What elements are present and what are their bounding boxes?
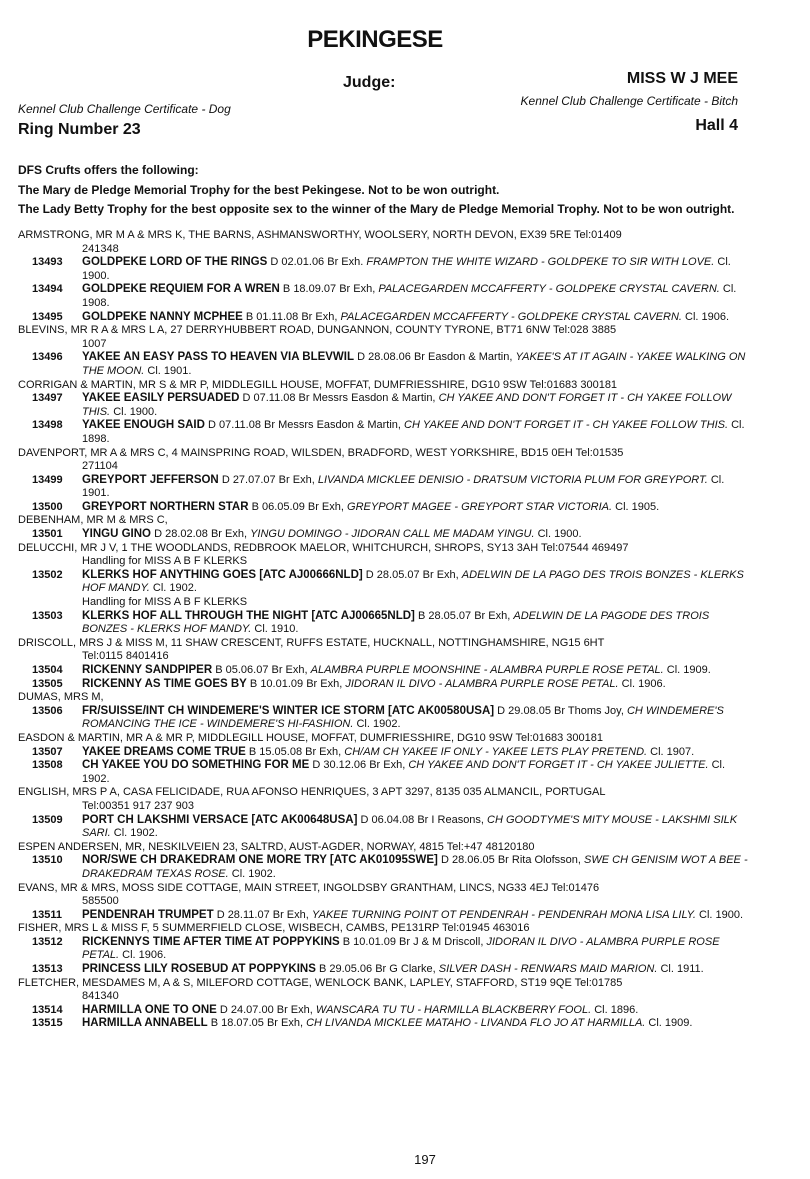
dog-entry [18, 746, 748, 760]
dog-details: B 05.06.07 Br Exh, [215, 664, 308, 676]
entry-number: 13497 [32, 392, 63, 405]
class-number: Cl. 1906. [621, 677, 666, 690]
dog-entry [18, 936, 748, 963]
dog-details: B 01.11.08 Br Exh, [245, 310, 338, 323]
class-number: Cl. 1902. [82, 759, 726, 785]
dog-pedigree: CH YAKEE AND DON'T FORGET IT - CH YAKEE FOLLOW THIS. [82, 392, 732, 418]
owner-address-cont: Tel:0115 8401416 [82, 650, 169, 663]
dog-details: D 28.08.06 Br Easdon & Martin, [357, 351, 513, 364]
dog-name: YAKEE AN EASY PASS TO HEAVEN VIA BLEVWIL [82, 351, 355, 364]
class-number: Cl. 1911. [660, 963, 704, 976]
owner-address-cont: Tel:00351 917 237 903 [82, 799, 194, 812]
dog-name: HARMILLA ANNABELL [82, 1017, 208, 1030]
dog-details: D 02.01.06 Br Exh. [270, 256, 364, 269]
dog-entry [18, 528, 748, 542]
owner-address: DELUCCHI, MR J V, 1 THE WOODLANDS, REDBROOK MAELOR, WHITCHURCH, SHROPS, SY13 3AH Tel:07544 469497 [18, 541, 629, 554]
class-number: Cl. 1907. [650, 745, 695, 758]
dog-name: NOR/SWE CH DRAKEDRAM ONE MORE TRY [ATC AK01095SWE] [82, 854, 438, 867]
dog-details: B 10.01.09 Br J & M Driscoll, [342, 935, 484, 948]
owner-address: EASDON & MARTIN, MR A & MR P, MIDDLEGILL HOUSE, MOFFAT, DUMFRIESSHIRE, DG10 9SW Tel:01683 300181 [18, 731, 604, 744]
class-number: Cl. 1901. [82, 473, 725, 500]
owner-address: DEBENHAM, MR M & MRS C, [18, 514, 168, 527]
dog-pedigree: CH LIVANDA MICKLEE MATAHO - LIVANDA FLO JO AT HARMILLA. [306, 1017, 646, 1030]
dog-entry [18, 963, 748, 977]
dog-entry [18, 1017, 748, 1031]
dog-pedigree: CH YAKEE AND DON'T FORGET IT - CH YAKEE JULIETTE. [408, 759, 709, 772]
class-number: Cl. 1900. [699, 908, 744, 921]
dog-name: GOLDPEKE LORD OF THE RINGS [82, 256, 268, 269]
entry-number: 13496 [32, 351, 63, 364]
dog-pedigree: YAKEE TURNING POINT OT PENDENRAH - PENDENRAH MONA LISA LILY. [311, 908, 696, 921]
class-number: Cl. 1905. [615, 500, 660, 513]
entry-number: 13504 [32, 664, 63, 676]
class-number: Cl. 1900. [82, 256, 731, 282]
dog-details: B 06.05.09 Br Exh, [251, 500, 344, 513]
dog-details: D 30.12.06 Br Exh, [312, 759, 406, 772]
dog-entry [18, 569, 748, 596]
owner-address: DAVENPORT, MR A & MRS C, 4 MAINSPRING ROAD, WILSDEN, BRADFORD, WEST YORKSHIRE, BD15 0EH Tel:01535 [18, 446, 624, 459]
dog-details: B 10.01.09 Br Exh, [249, 677, 343, 690]
dog-pedigree: JIDORAN IL DIVO - ALAMBRA PURPLE ROSE PETAL. [82, 935, 720, 962]
dog-pedigree: SILVER DASH - RENWARS MAID MARION. [438, 963, 658, 976]
class-number: Cl. 1902. [356, 718, 401, 731]
dog-entry [18, 610, 748, 637]
class-number: Cl. 1896. [594, 1003, 639, 1016]
dog-name: YINGU GINO [82, 528, 152, 541]
dog-name: YAKEE DREAMS COME TRUE [82, 745, 246, 758]
dog-name: RICKENNY SANDPIPER [82, 664, 213, 676]
trophy-intro [18, 161, 748, 220]
owner-address-cont: 241348 [82, 242, 119, 255]
owner-address: DRISCOLL, MRS J & MISS M, 11 SHAW CRESCENT, RUFFS ESTATE, HUCKNALL, NOTTINGHAMSHIRE, NG15 6HT [18, 636, 605, 649]
class-number: Cl. 1906. [122, 949, 167, 962]
dog-name: KLERKS HOF ANYTHING GOES [ATC AJ00666NLD] [82, 568, 363, 581]
class-number: Cl. 1906. [685, 310, 730, 323]
dog-name: HARMILLA ONE TO ONE [82, 1003, 217, 1016]
dog-details: D 07.11.08 Br Messrs Easdon & Martin, [242, 392, 436, 405]
class-number: Cl. 1910. [254, 623, 299, 636]
class-number: Cl. 1908. [82, 283, 737, 309]
handler-line: Handling for MISS A B F KLERKS [82, 596, 248, 609]
dog-details: D 28.05.07 Br Exh, [365, 568, 459, 581]
class-number: Cl. 1901. [147, 364, 192, 377]
dog-entry [18, 759, 748, 786]
entry-number: 13512 [32, 935, 63, 948]
owner-address: FLETCHER, MESDAMES M, A & S, MILEFORD COTTAGE, WENLOCK BANK, LAPLEY, STAFFORD, ST19 9QE Tel:01785 [18, 976, 623, 989]
class-number: Cl. 1900. [537, 528, 582, 541]
owner-line [18, 841, 748, 855]
dog-pedigree: ADELWIN DE LA PAGODE DES TROIS BONZES - KLERKS HOF MANDY. [82, 609, 710, 636]
dog-pedigree: CH GOODTYME'S MITY MOUSE - LAKSHMI SILK SARI. [82, 813, 738, 840]
dog-name: PENDENRAH TRUMPET [82, 908, 214, 921]
owner-line [18, 882, 748, 909]
class-number: Cl. 1909. [666, 664, 711, 676]
owner-line [18, 379, 748, 393]
dog-name: GOLDPEKE REQUIEM FOR A WREN [82, 283, 280, 296]
entry-number: 13510 [32, 854, 63, 867]
class-number: Cl. 1902. [152, 582, 197, 595]
owner-address: ENGLISH, MRS P A, CASA FELICIDADE, RUA AFONSO HENRIQUES, 3 APT 3297, 8135 035 ALMANCIL, PORTUGAL [18, 786, 606, 799]
dog-name: RICKENNYS TIME AFTER TIME AT POPPYKINS [82, 935, 340, 948]
dog-name: YAKEE EASILY PERSUADED [82, 392, 240, 405]
dog-entry [18, 1004, 748, 1018]
hall-number: Hall 4 [695, 117, 738, 134]
dog-entry [18, 256, 748, 283]
dog-name: CH YAKEE YOU DO SOMETHING FOR ME [82, 759, 310, 772]
dog-name: GREYPORT NORTHERN STAR [82, 500, 249, 513]
dog-entry [18, 664, 748, 678]
owner-address: FISHER, MRS L & MISS F, 5 SUMMERFIELD CLOSE, WISBECH, CAMBS, PE131RP Tel:01945 463016 [18, 922, 530, 935]
dog-pedigree: FRAMPTON THE WHITE WIZARD - GOLDPEKE TO SIR WITH LOVE. [366, 256, 715, 269]
dog-name: YAKEE ENOUGH SAID [82, 419, 205, 432]
entry-number: 13501 [32, 528, 63, 541]
owner-address: BLEVINS, MR R A & MRS L A, 27 DERRYHUBBERT ROAD, DUNGANNON, COUNTY TYRONE, BT71 6NW Tel:028 3885 [18, 324, 617, 337]
dog-pedigree: CH YAKEE AND DON'T FORGET IT - CH YAKEE FOLLOW THIS. [404, 419, 729, 432]
owner-address-cont: 841340 [82, 990, 119, 1003]
dog-details: D 29.08.05 Br Thoms Joy, [497, 704, 624, 717]
entry-number: 13495 [32, 310, 63, 323]
dog-entry [18, 814, 748, 841]
owner-line [18, 786, 748, 813]
dog-entry [18, 474, 748, 501]
dog-entry [18, 311, 748, 325]
page-number: 197 [414, 1152, 436, 1167]
entry-number: 13508 [32, 759, 63, 772]
entry-number: 13494 [32, 283, 63, 296]
entry-number: 13507 [32, 745, 63, 758]
intro-line: DFS Crufts offers the following: [18, 163, 199, 177]
dog-name: KLERKS HOF ALL THROUGH THE NIGHT [ATC AJ00665NLD] [82, 609, 415, 622]
dog-pedigree: LIVANDA MICKLEE DENISIO - DRATSUM VICTORIA PLUM FOR GREYPORT. [317, 473, 708, 486]
dog-pedigree: CH/AM CH YAKEE IF ONLY - YAKEE LETS PLAY PRETEND. [344, 745, 648, 758]
dog-pedigree: JIDORAN IL DIVO - ALAMBRA PURPLE ROSE PETAL. [345, 677, 619, 690]
entry-number: 13511 [32, 908, 62, 921]
cc-bitch-label: Kennel Club Challenge Certificate - Bitch [520, 94, 738, 108]
dog-pedigree: ALAMBRA PURPLE MOONSHINE - ALAMBRA PURPLE ROSE PETAL. [310, 664, 664, 676]
dog-details: B 18.07.05 Br Exh, [210, 1017, 304, 1030]
dog-pedigree: CH WINDEMERE'S ROMANCING THE ICE - WINDEMERE'S HI-FASHION. [82, 704, 724, 731]
dog-pedigree: PALACEGARDEN MCCAFFERTY - GOLDPEKE CRYSTAL CAVERN. [340, 310, 682, 323]
entry-number: 13505 [32, 677, 63, 690]
class-number: Cl. 1909. [648, 1017, 693, 1030]
dog-entry [18, 392, 748, 419]
entry-number: 13515 [32, 1017, 63, 1030]
page-title: PEKINGESE [307, 26, 443, 53]
owner-line [18, 732, 748, 746]
owner-address-cont: 271104 [82, 460, 118, 473]
dog-details: D 28.11.07 Br Exh, [216, 908, 309, 921]
owner-line [18, 637, 748, 664]
owner-address: ESPEN ANDERSEN, MR, NESKILVEIEN 23, SALTRD, AUST-AGDER, NORWAY, 4815 Tel:+47 48120180 [18, 840, 535, 853]
dog-entry [18, 501, 748, 515]
dog-name: RICKENNY AS TIME GOES BY [82, 677, 247, 690]
class-number: Cl. 1900. [113, 405, 158, 418]
dog-pedigree: GREYPORT MAGEE - GREYPORT STAR VICTORIA. [347, 500, 613, 513]
intro-line: The Lady Betty Trophy for the best opposite sex to the winner of the Mary de Pledge Memorial Trophy. Not to be won outright. [18, 202, 735, 216]
dog-details: D 07.11.08 Br Messrs Easdon & Martin, [207, 419, 401, 432]
owner-line [18, 447, 748, 474]
owner-line [18, 514, 748, 528]
dog-entry [18, 678, 748, 692]
handler-line: Handling for MISS A B F KLERKS [82, 555, 248, 568]
dog-details: D 28.06.05 Br Rita Olofsson, [440, 854, 581, 867]
entry-number: 13514 [32, 1003, 63, 1016]
entry-number: 13513 [32, 963, 63, 976]
dog-details: D 06.04.08 Br I Reasons, [360, 813, 484, 826]
dog-entry [18, 854, 748, 881]
dog-pedigree: PALACEGARDEN MCCAFFERTY - GOLDPEKE CRYSTAL CAVERN. [378, 283, 720, 296]
dog-entry [18, 909, 748, 923]
dog-pedigree: ADELWIN DE LA PAGO DES TROIS BONZES - KLERKS HOF MANDY. [82, 568, 744, 595]
owner-line [18, 922, 748, 936]
dog-entry [18, 419, 748, 446]
dog-name: FR/SUISSE/INT CH WINDEMERE'S WINTER ICE STORM [ATC AK00580USA] [82, 704, 495, 717]
dog-name: GOLDPEKE NANNY MCPHEE [82, 310, 243, 323]
dog-pedigree: YINGU DOMINGO - JIDORAN CALL ME MADAM YINGU. [250, 528, 535, 541]
dog-details: D 28.02.08 Br Exh, [154, 528, 248, 541]
dog-entry [18, 351, 748, 378]
dog-name: PRINCESS LILY ROSEBUD AT POPPYKINS [82, 963, 316, 976]
entry-number: 13506 [32, 704, 63, 717]
judge-label: Judge: [343, 74, 396, 91]
owner-address-cont: 585500 [82, 895, 119, 908]
owner-address: CORRIGAN & MARTIN, MR S & MR P, MIDDLEGILL HOUSE, MOFFAT, DUMFRIESSHIRE, DG10 9SW Tel:01683 300181 [18, 378, 618, 391]
entry-number: 13493 [32, 256, 63, 269]
owner-line [18, 691, 748, 705]
dog-name: GREYPORT JEFFERSON [82, 473, 219, 486]
dog-details: B 28.05.07 Br Exh, [417, 609, 511, 622]
owner-line [18, 229, 748, 256]
entry-number: 13499 [32, 473, 63, 486]
owner-address-cont: 1007 [82, 337, 107, 350]
dog-details: B 15.05.08 Br Exh, [248, 745, 342, 758]
intro-line: The Mary de Pledge Memorial Trophy for the best Pekingese. Not to be won outright. [18, 182, 500, 197]
dog-details: B 29.05.06 Br G Clarke, [318, 963, 436, 976]
dog-pedigree: YAKEE'S AT IT AGAIN - YAKEE WALKING ON THE MOON. [82, 351, 746, 377]
dog-pedigree: WANSCARA TU TU - HARMILLA BLACKBERRY FOOL. [315, 1003, 592, 1016]
class-number: Cl. 1902. [231, 867, 276, 880]
owner-address: EVANS, MR & MRS, MOSS SIDE COTTAGE, MAIN STREET, INGOLDSBY GRANTHAM, LINCS, NG33 4EJ Tel:01476 [18, 881, 600, 894]
class-number: Cl. 1902. [113, 827, 158, 840]
dog-pedigree: SWE CH GENISIM WOT A BEE - DRAKEDRAM TEXAS ROSE. [82, 854, 748, 880]
owner-line [18, 542, 748, 556]
ring-number: Ring Number 23 [18, 121, 141, 138]
entry-number: 13503 [32, 609, 63, 622]
owner-address: ARMSTRONG, MR M A & MRS K, THE BARNS, ASHMANSWORTHY, WOOLSERY, NORTH DEVON, EX39 5RE Tel:01409 [18, 229, 622, 241]
dog-entry [18, 705, 748, 732]
owner-line [18, 977, 748, 1004]
dog-details: D 24.07.00 Br Exh, [219, 1003, 313, 1016]
entry-number: 13500 [32, 500, 63, 513]
dog-details: B 18.09.07 Br Exh, [282, 283, 376, 296]
class-number: Cl. 1898. [82, 419, 745, 445]
entry-number: 13502 [32, 568, 63, 581]
dog-name: PORT CH LAKSHMI VERSACE [ATC AK00648USA] [82, 813, 358, 826]
dog-details: D 27.07.07 Br Exh, [221, 473, 315, 486]
entry-number: 13498 [32, 419, 63, 432]
cc-dog-label: Kennel Club Challenge Certificate - Dog [18, 102, 231, 116]
entry-number: 13509 [32, 813, 63, 826]
dog-entry [18, 283, 748, 310]
owner-line [18, 324, 748, 351]
owner-address: DUMAS, MRS M, [18, 691, 104, 704]
entries-list [18, 229, 748, 1031]
judge-name: MISS W J MEE [626, 70, 738, 87]
